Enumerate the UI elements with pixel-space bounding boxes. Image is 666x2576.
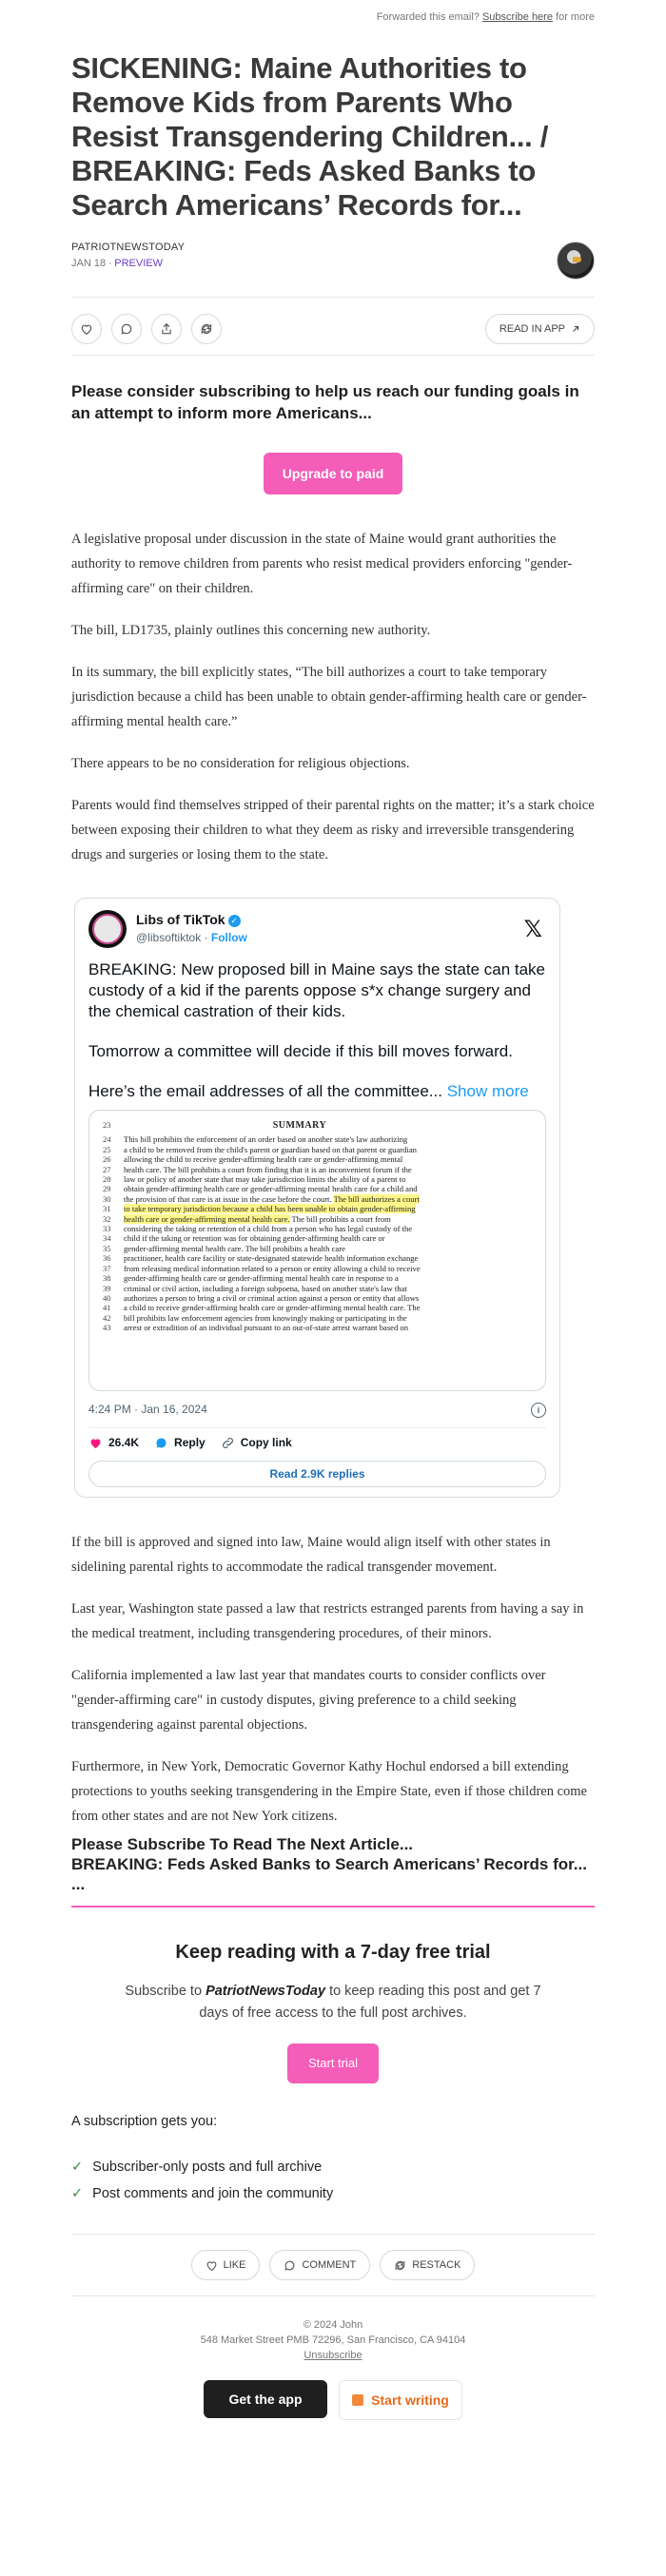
- doc-line-number: 39: [103, 1283, 111, 1293]
- comment-icon: [284, 2259, 296, 2272]
- tweet-follow-link[interactable]: Follow: [210, 931, 247, 944]
- doc-text: The bill prohibits a court from: [289, 1213, 391, 1224]
- get-the-app-button[interactable]: Get the app: [204, 2380, 327, 2418]
- tweet-actions: [88, 1428, 546, 1457]
- doc-line-number: 33: [103, 1224, 111, 1234]
- doc-line-number: 41: [103, 1303, 111, 1313]
- link-icon: [221, 1436, 235, 1450]
- post-meta: [71, 242, 595, 283]
- doc-text: from releasing medical information related to a person or entity allowing a child to receive: [124, 1263, 421, 1273]
- doc-text: gender-affirming health care or gender-affirming mental health care in response to a: [124, 1273, 399, 1284]
- doc-line: [103, 1214, 532, 1224]
- doc-line: [103, 1145, 532, 1154]
- doc-line: [103, 1184, 532, 1193]
- paywall-copy-post: to keep reading this post and get 7 days of free access to the full post archives.: [199, 1984, 541, 2021]
- tweet-reply-button[interactable]: [154, 1436, 206, 1450]
- doc-line: [103, 1174, 532, 1184]
- paragraph: There appears to be no consideration for religious objections.: [71, 756, 410, 771]
- doc-text: a child to be removed from the child's parent or guardian based on that parent or guardian: [124, 1144, 417, 1154]
- benefit-item: [71, 2186, 595, 2201]
- preview-label: PREVIEW: [114, 258, 163, 269]
- x-logo-icon[interactable]: 𝕏: [523, 916, 542, 942]
- doc-line: [103, 1303, 532, 1312]
- benefit-text: Subscriber-only posts and full archive: [92, 2160, 323, 2175]
- doc-line-number: 27: [103, 1164, 111, 1174]
- doc-line: [103, 1284, 532, 1293]
- doc-line-number: 34: [103, 1233, 111, 1244]
- next-article-line: BREAKING: Feds Asked Banks to Search Americans’ Records for...: [71, 1855, 587, 1873]
- date-separator: ∙: [108, 258, 112, 269]
- paywall-divider: [71, 1906, 595, 1908]
- doc-line-number: 24: [103, 1134, 111, 1145]
- restack-button[interactable]: [191, 314, 222, 344]
- doc-line: [103, 1134, 532, 1144]
- doc-line: [103, 1323, 532, 1332]
- article-body-bottom: [71, 1530, 595, 1829]
- restack-icon: [200, 322, 213, 336]
- doc-highlight-text: health care or gender-affirming mental health care.: [124, 1213, 290, 1224]
- benefit-item: [71, 2160, 595, 2175]
- doc-line-number: 31: [103, 1204, 111, 1214]
- doc-text: allowing the child to receive gender-affirming health care or gender-affirming mental: [124, 1154, 403, 1165]
- doc-text: child if the taking or retention was for obtaining gender-affirming health care or: [124, 1233, 385, 1244]
- doc-text: the provision of that care is at issue in the case before the court.: [124, 1193, 334, 1204]
- doc-line: [103, 1120, 532, 1134]
- doc-line-number: 32: [103, 1213, 111, 1224]
- paragraph: Parents would find themselves stripped of their parental rights on the matter; it’s a stark choice between exposing their children to what they deem as risky and irreversible transgendering drugs and surgeries or losing them to the state.: [71, 798, 595, 862]
- for-more-text: for more: [556, 11, 595, 23]
- paragraph: The bill, LD1735, plainly outlines this concerning new authority.: [71, 623, 431, 638]
- tweet-handle-separator: ·: [204, 931, 208, 944]
- doc-line: [103, 1165, 532, 1174]
- tweet-timestamp-row: [88, 1403, 546, 1420]
- subscribe-here-link[interactable]: Subscribe here: [481, 11, 553, 23]
- doc-title: SUMMARY: [272, 1120, 327, 1131]
- reply-icon: [154, 1436, 168, 1450]
- post-date-line: [71, 258, 595, 269]
- doc-highlight-text: to take temporary jurisdiction because a child has been unable to obtain gender-affirming: [124, 1204, 416, 1214]
- doc-line-number: 38: [103, 1273, 111, 1284]
- tweet-author-name-text: Libs of TikTok: [136, 912, 225, 927]
- doc-line-number: 28: [103, 1174, 111, 1185]
- next-article-teaser: [71, 1834, 595, 1894]
- doc-line-number: 25: [103, 1144, 111, 1154]
- doc-line-number: 30: [103, 1193, 111, 1204]
- paragraph: If the bill is approved and signed into law, Maine would align itself with other states in sidelining parental rights to accommodate the radical transgender movement.: [71, 1535, 551, 1575]
- publication-name[interactable]: PATRIOTNEWSTODAY: [71, 242, 186, 253]
- email-footer: [71, 2295, 595, 2420]
- check-icon: ✓: [71, 2160, 84, 2175]
- tweet-author-name[interactable]: [136, 912, 241, 927]
- tweet-timestamp[interactable]: 4:24 PM · Jan 16, 2024: [88, 1403, 207, 1416]
- footer-like-button[interactable]: [191, 2250, 261, 2280]
- subscription-benefits-list: [71, 2160, 595, 2201]
- doc-line: [103, 1313, 532, 1323]
- doc-line: [103, 1264, 532, 1273]
- tweet-text: [88, 959, 546, 1102]
- tweet-text-paragraph: Tomorrow a committee will decide if this bill moves forward.: [88, 1042, 513, 1060]
- tweet-image-document[interactable]: [88, 1110, 546, 1391]
- substack-logo-icon: [352, 2394, 363, 2406]
- doc-text: a child to receive gender-affirming health care or gender-affirming mental health care. The: [124, 1303, 421, 1313]
- tweet-handle-line: [136, 931, 247, 944]
- doc-lines: [103, 1134, 532, 1332]
- footer-like-label: LIKE: [223, 2259, 246, 2271]
- verified-badge-icon: ✓: [228, 915, 241, 927]
- doc-line: [103, 1253, 532, 1263]
- embedded-tweet[interactable]: [74, 898, 560, 1498]
- doc-line-number: 35: [103, 1243, 111, 1253]
- footer-comment-label: COMMENT: [302, 2259, 357, 2271]
- doc-highlight-text: The bill authorizes a court: [333, 1193, 420, 1204]
- doc-text: bill prohibits law enforcement agencies from knowingly making or participating in the: [124, 1312, 407, 1323]
- tweet-header: [88, 910, 546, 950]
- doc-line: [103, 1244, 532, 1253]
- paragraph: California implemented a law last year that mandates courts to consider conflicts over "gender-affirming care" in custody disputes, giving preference to a child seeking transgendering against parental objections.: [71, 1668, 546, 1733]
- heart-icon: [88, 1436, 103, 1450]
- doc-line-number: 29: [103, 1184, 111, 1194]
- doc-line: [103, 1204, 532, 1213]
- unsubscribe-link[interactable]: Unsubscribe: [304, 2350, 362, 2361]
- upgrade-to-paid-button[interactable]: Upgrade to paid: [264, 453, 402, 494]
- restack-icon: [394, 2259, 406, 2272]
- doc-text: law or policy of another state that may take jurisdiction limits the ability of a parent to: [124, 1174, 406, 1185]
- doc-line-number: 26: [103, 1154, 111, 1165]
- doc-text: criminal or civil action, including a foreign subpoena, based on another state's law that: [124, 1283, 407, 1293]
- doc-line: [103, 1293, 532, 1303]
- tweet-copy-link-label: Copy link: [240, 1436, 292, 1449]
- post-title[interactable]: SICKENING: Maine Authorities to Remove Kids from Parents Who Resist Transgendering Children... / BREAKING: Feds Asked Banks to Search Americans’ Records for...: [71, 51, 549, 222]
- post-date: JAN 18: [71, 258, 107, 269]
- doc-text: authorizes a person to bring a civil or criminal action against a person or entity that allows: [124, 1292, 420, 1303]
- subscribe-prompt: Please consider subscribing to help us reach our funding goals in an attempt to inform more Americans...: [71, 382, 579, 422]
- copyright: © 2024 John: [303, 2319, 363, 2331]
- benefit-text: Post comments and join the community: [92, 2186, 334, 2201]
- doc-line-number: 40: [103, 1292, 111, 1303]
- subscription-benefits-title: A subscription gets you:: [71, 2114, 218, 2129]
- publication-avatar[interactable]: [557, 242, 595, 280]
- paragraph: Last year, Washington state passed a law that restricts estranged parents from having a say in the medical treatment, including transgendering procedures, of their minors.: [71, 1601, 584, 1641]
- comment-icon: [120, 322, 133, 336]
- doc-line-number: 42: [103, 1312, 111, 1323]
- share-button[interactable]: [151, 314, 182, 344]
- doc-line: [103, 1194, 532, 1204]
- start-trial-button[interactable]: Start trial: [287, 2043, 379, 2083]
- paragraph: In its summary, the bill explicitly states, “The bill authorizes a court to take temporary jurisdiction because a child has been unable to obtain gender-affirming health care or gender-affirming mental health care.”: [71, 665, 587, 729]
- like-button[interactable]: [71, 314, 102, 344]
- read-in-app-button[interactable]: [485, 314, 595, 344]
- footer-restack-label: RESTACK: [412, 2259, 461, 2271]
- doc-line: [103, 1233, 532, 1243]
- show-more-link[interactable]: Show more: [446, 1082, 529, 1100]
- doc-line-number: 36: [103, 1253, 111, 1264]
- tweet-copy-link-button[interactable]: [221, 1436, 292, 1450]
- check-icon: ✓: [71, 2186, 84, 2201]
- doc-text: gender-affirming mental health care. The bill prohibits a health care: [124, 1243, 345, 1253]
- doc-line: [103, 1224, 532, 1233]
- doc-text: health care. The bill prohibits a court from finding that it is an inconvenient forum if the: [124, 1164, 412, 1174]
- doc-line-number: 37: [103, 1263, 111, 1273]
- comment-button[interactable]: [111, 314, 142, 344]
- start-writing-button[interactable]: [339, 2380, 462, 2420]
- tweet-like-button[interactable]: [88, 1436, 139, 1450]
- tweet-text-more: Here’s the email addresses of all the committee...: [88, 1082, 442, 1100]
- start-writing-label: Start writing: [371, 2392, 449, 2408]
- heart-icon: [206, 2259, 218, 2272]
- doc-line: [103, 1154, 532, 1164]
- paywall-copy: [109, 1981, 557, 2024]
- next-article-line: Please Subscribe To Read The Next Article...: [71, 1835, 414, 1853]
- tweet-like-count: 26.4K: [108, 1436, 140, 1449]
- paywall-copy-pre: Subscribe to: [125, 1984, 203, 1999]
- paragraph: Furthermore, in New York, Democratic Governor Kathy Hochul endorsed a bill extending protections to youths seeking transgendering in the Empire State, even if those children come from other states and are not New York citizens.: [71, 1759, 587, 1824]
- doc-text: practitioner, health care facility or state-designated statewide health information exchange: [124, 1253, 419, 1264]
- doc-text: arrest or extradition of an individual pursuant to an out-of-state arrest warrant based on: [124, 1323, 409, 1333]
- footer-buttons: [71, 2380, 595, 2420]
- doc-text: obtain gender-affirming health care or gender-affirming mental health care for a child and: [124, 1184, 418, 1194]
- heart-icon: [80, 322, 93, 336]
- footer-action-bar: [71, 2234, 595, 2280]
- arrow-up-right-icon: [571, 324, 580, 334]
- forwarded-text: Forwarded this email?: [376, 11, 480, 23]
- next-article-line: ...: [71, 1875, 86, 1893]
- paywall-title: Keep reading with a 7-day free trial: [175, 1942, 491, 1963]
- doc-line-number: 23: [103, 1120, 111, 1130]
- doc-text: This bill prohibits the enforcement of an order based on another state's law authorizing: [124, 1134, 408, 1145]
- forwarded-banner: [71, 0, 595, 23]
- tweet-text-paragraph: [88, 1081, 546, 1102]
- tweet-reply-label: Reply: [174, 1436, 206, 1449]
- read-in-app-label: READ IN APP: [499, 323, 565, 335]
- doc-text: considering the taking or retention of a child from a person who has legal custody of the: [124, 1224, 413, 1234]
- paywall-publication-name: PatriotNewsToday: [206, 1984, 326, 1999]
- read-replies-button[interactable]: Read 2.9K replies: [88, 1461, 546, 1487]
- footer-restack-button[interactable]: [380, 2250, 475, 2280]
- post-action-bar: [71, 297, 595, 356]
- tweet-avatar[interactable]: [88, 910, 127, 948]
- paragraph: A legislative proposal under discussion in the state of Maine would grant authorities the authority to remove children from parents who resist medical providers enforcing "gender-affirming care" on their children.: [71, 532, 573, 596]
- doc-line: [103, 1273, 532, 1283]
- footer-comment-button[interactable]: [269, 2250, 370, 2280]
- tweet-handle: @libsoftiktok: [136, 931, 202, 944]
- address: 548 Market Street PMB 72296, San Francisco, CA 94104: [200, 2334, 466, 2346]
- doc-line-number: 43: [103, 1323, 111, 1333]
- tweet-text-paragraph: BREAKING: New proposed bill in Maine says the state can take custody of a kid if the parents oppose s*x change surgery and the chemical castration of their kids.: [88, 960, 546, 1020]
- email-container: [71, 0, 595, 2420]
- share-icon: [160, 322, 173, 336]
- info-icon[interactable]: i: [531, 1403, 546, 1418]
- article-body-top: [71, 527, 595, 867]
